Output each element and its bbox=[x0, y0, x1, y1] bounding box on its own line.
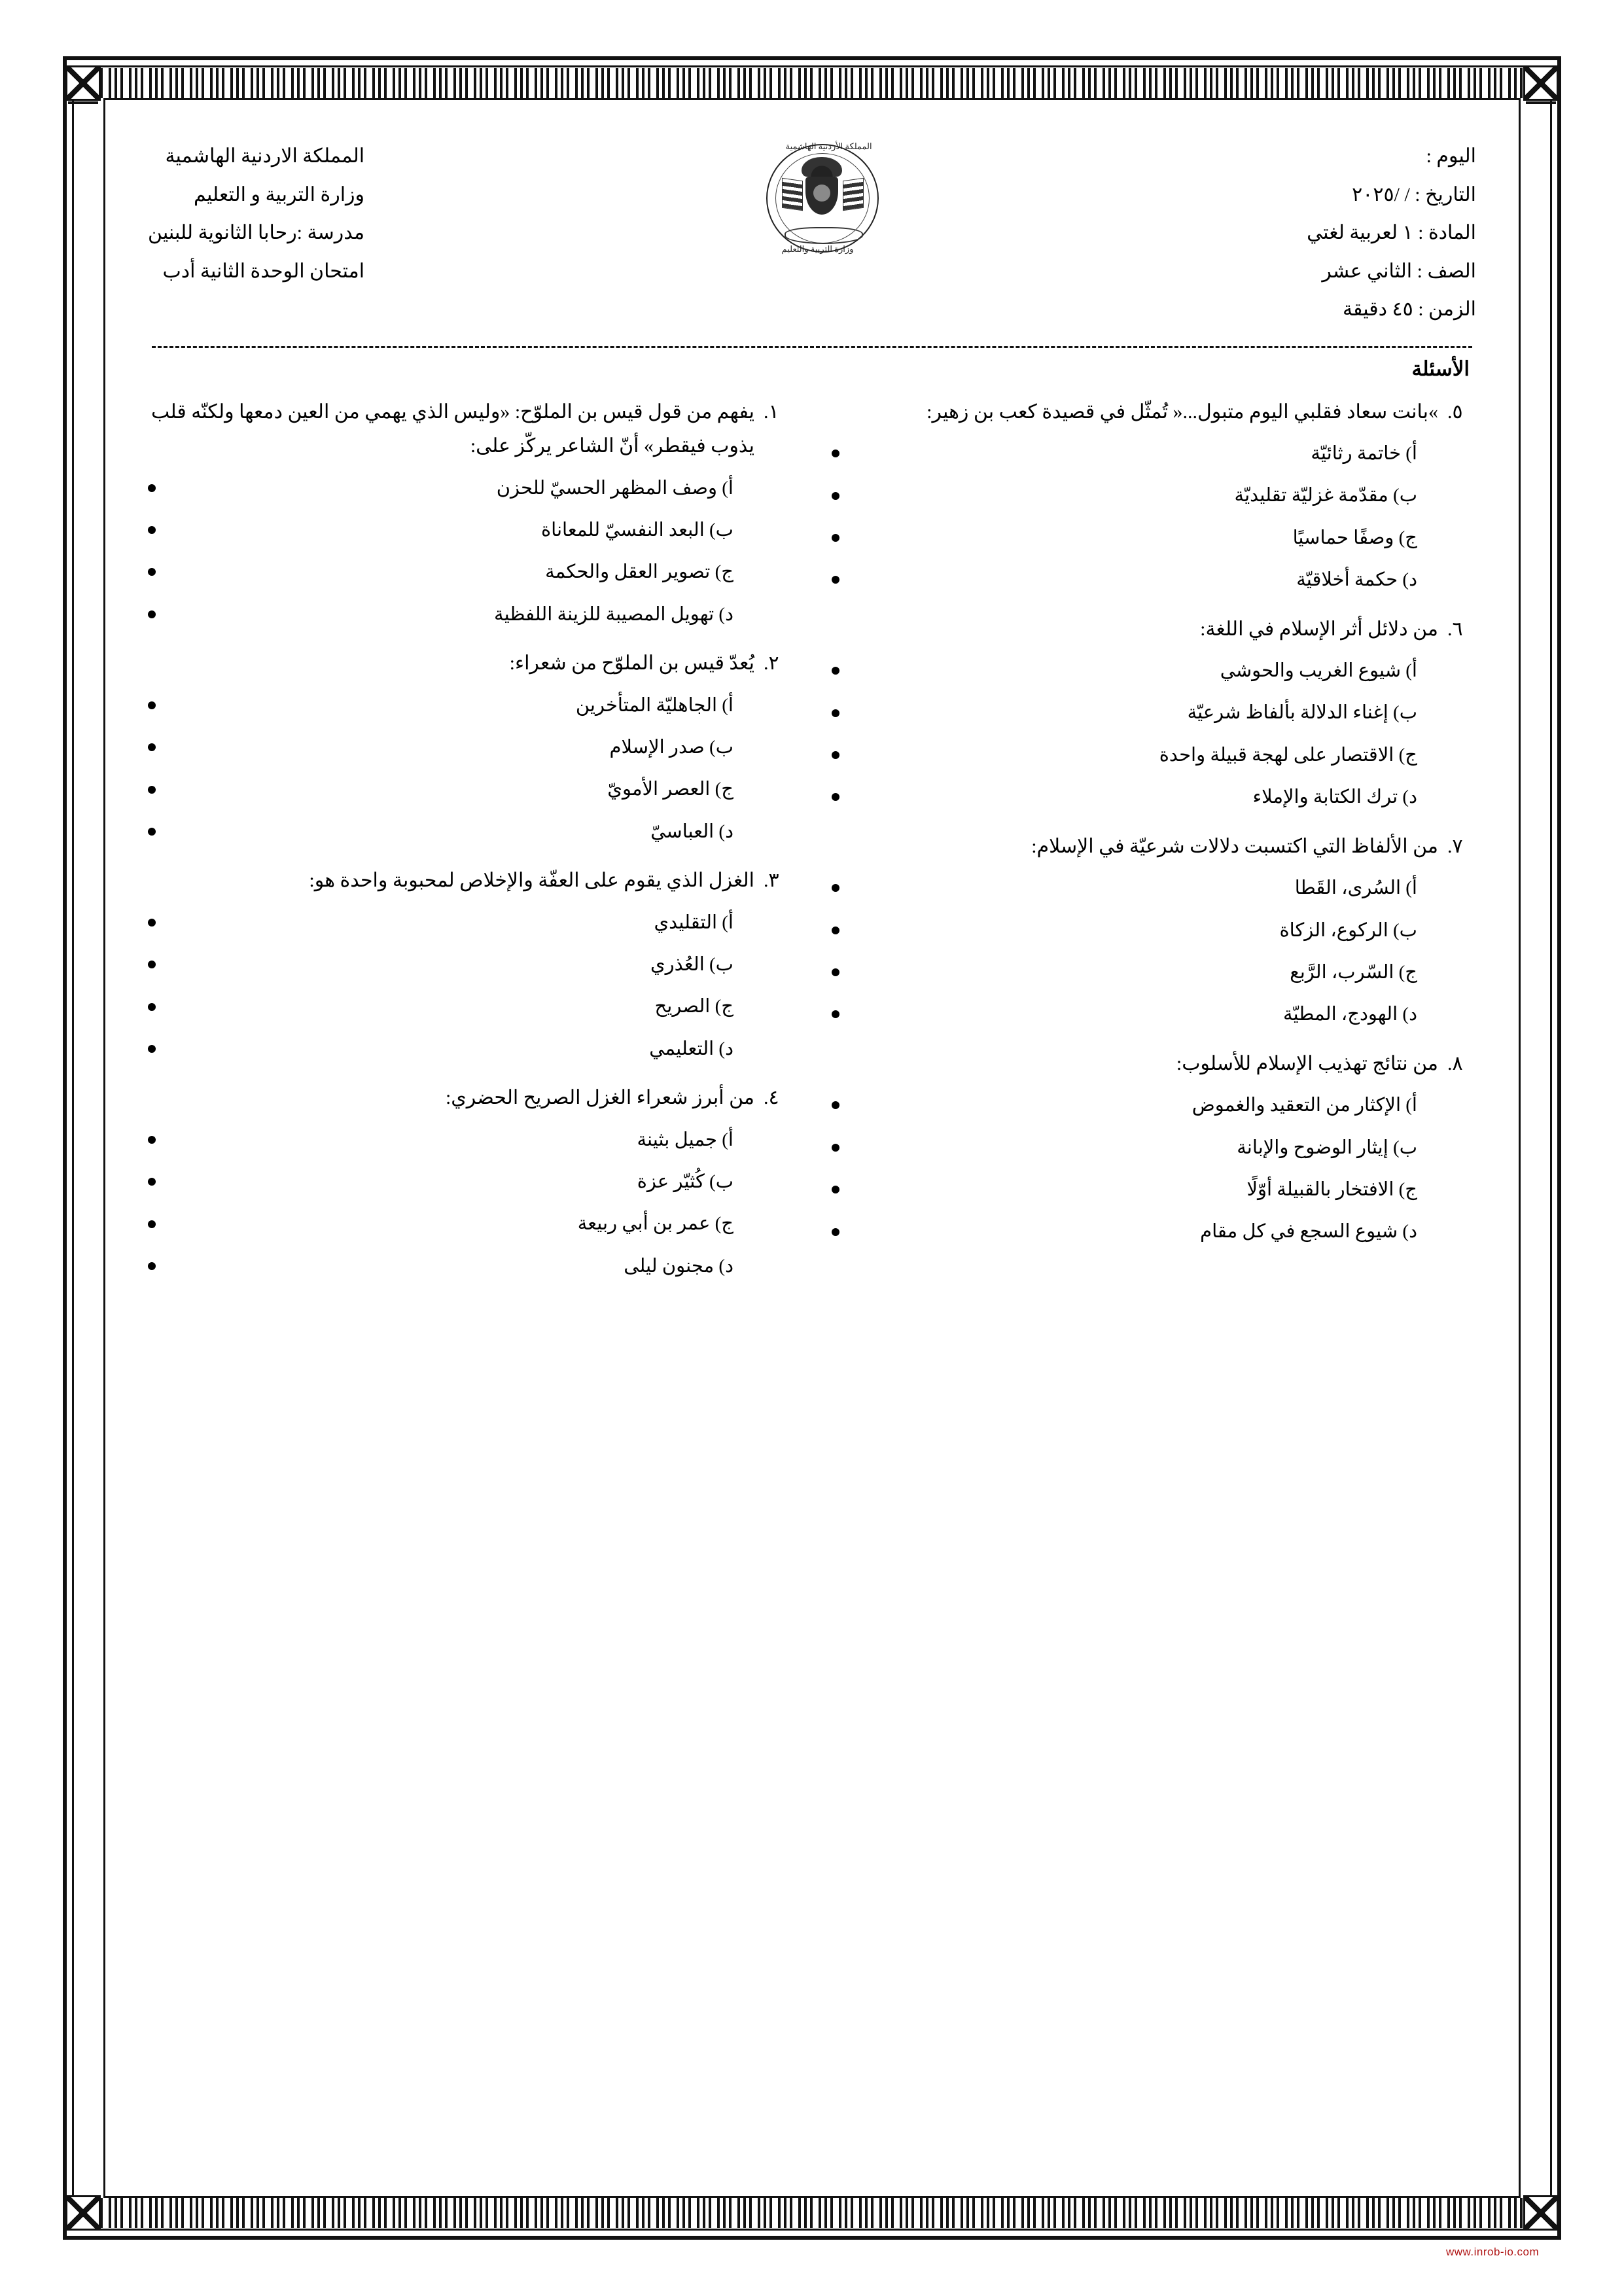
school-name-line: مدرسة :رحابا الثانوية للبنين bbox=[148, 222, 365, 243]
option-item[interactable] bbox=[832, 698, 1417, 728]
question-number: ٦. bbox=[1447, 618, 1463, 640]
kingdom-line: المملكة الاردنية الهاشمية bbox=[165, 145, 365, 167]
ministry-line: وزارة التربية و التعليم bbox=[194, 183, 365, 205]
question-text: الغزل الذي يقوم على العفّة والإخلاص لمحبوبة واحدة هو: bbox=[309, 870, 754, 892]
ornament-corner-top-left bbox=[65, 65, 101, 101]
option-item[interactable] bbox=[148, 1167, 733, 1197]
option-item[interactable] bbox=[832, 480, 1417, 510]
option-label: ب) الركوع، الزكاة bbox=[1279, 919, 1417, 941]
option-item[interactable] bbox=[832, 999, 1417, 1029]
question-number: ٧. bbox=[1447, 835, 1463, 857]
emblem-bottom-text: وزارة التربية والتعليم bbox=[781, 244, 854, 254]
option-item[interactable] bbox=[148, 949, 733, 980]
jordan-emblem-icon bbox=[762, 140, 883, 255]
option-label: د) العباسيّ bbox=[650, 821, 733, 842]
bullet-icon bbox=[832, 793, 839, 801]
question-number: ٥. bbox=[1447, 400, 1463, 423]
bullet-icon bbox=[832, 667, 839, 675]
option-label: ج) الصريح bbox=[654, 996, 733, 1017]
option-label: ب) العُذري bbox=[650, 954, 733, 976]
bullet-icon bbox=[148, 484, 156, 492]
question-item bbox=[148, 864, 792, 1064]
bullet-icon bbox=[832, 1186, 839, 1193]
option-list bbox=[148, 473, 733, 630]
option-label: د) التعليمي bbox=[649, 1038, 733, 1059]
option-item[interactable] bbox=[832, 1133, 1417, 1163]
question-text: يفهم من قول قيس بن الملوّح: «وليس الذي يهمي من العين دمعها ولكنّه قلب يذوب فيقطر» أنّ الشاعر يركّز على: bbox=[151, 400, 754, 457]
bullet-icon bbox=[148, 828, 156, 836]
question-text: من أبرز شعراء الغزل الصريح الحضري: bbox=[445, 1087, 754, 1109]
option-item[interactable] bbox=[832, 565, 1417, 595]
question-number: ٣. bbox=[764, 870, 779, 892]
option-label: ب) مقدّمة غزليّة تقليديّة bbox=[1234, 485, 1417, 506]
option-label: أ) جميل بثينة bbox=[637, 1129, 733, 1150]
option-item[interactable] bbox=[148, 774, 733, 804]
option-item[interactable] bbox=[832, 957, 1417, 987]
ornament-corner-top-right bbox=[1523, 65, 1559, 101]
question-item bbox=[148, 646, 792, 847]
question-number: ٨. bbox=[1447, 1052, 1463, 1074]
option-item[interactable] bbox=[832, 782, 1417, 812]
meta-subject: المادة : ١ لعربية لغتي bbox=[1307, 222, 1476, 243]
option-item[interactable] bbox=[148, 1034, 733, 1064]
bullet-icon bbox=[148, 610, 156, 618]
option-label: ج) عمر بن أبي ربيعة bbox=[577, 1213, 733, 1235]
bullet-icon bbox=[832, 751, 839, 759]
bullet-icon bbox=[148, 743, 156, 751]
questions-column-right bbox=[148, 395, 792, 1299]
bullet-icon bbox=[832, 450, 839, 457]
emblem-container bbox=[754, 135, 891, 255]
question-item bbox=[832, 612, 1476, 813]
option-list bbox=[832, 656, 1417, 813]
meta-day: اليوم : bbox=[1426, 145, 1476, 167]
option-item[interactable] bbox=[148, 1251, 733, 1281]
option-label: أ) الجاهليّة المتأخرين bbox=[575, 694, 733, 716]
option-item[interactable] bbox=[148, 1209, 733, 1239]
exam-title-line: امتحان الوحدة الثانية أدب bbox=[162, 260, 365, 282]
option-label: ج) الافتخار بالقبيلة أوّلًا bbox=[1246, 1178, 1417, 1200]
bullet-icon bbox=[832, 1228, 839, 1236]
option-list bbox=[148, 690, 733, 847]
option-item[interactable] bbox=[148, 991, 733, 1021]
question-item bbox=[832, 830, 1476, 1030]
document-content bbox=[124, 119, 1500, 2177]
school-info-block bbox=[148, 135, 364, 291]
questions-column-left bbox=[832, 395, 1476, 1264]
meta-date: التاريخ : / /٢٠٢٥ bbox=[1352, 183, 1476, 205]
question-item bbox=[832, 1047, 1476, 1247]
bullet-icon bbox=[832, 709, 839, 717]
question-item bbox=[148, 395, 792, 630]
bullet-icon bbox=[148, 568, 156, 576]
option-item[interactable] bbox=[832, 1090, 1417, 1120]
option-label: أ) شيوع الغريب والحوشي bbox=[1220, 660, 1417, 682]
option-label: ب) كُثيّر عزة bbox=[637, 1171, 733, 1193]
meta-grade: الصف : الثاني عشر bbox=[1322, 260, 1476, 282]
bullet-icon bbox=[832, 534, 839, 542]
option-item[interactable] bbox=[148, 515, 733, 545]
question-text: من الألفاظ التي اكتسبت دلالات شرعيّة في الإسلام: bbox=[1031, 835, 1438, 857]
bullet-icon bbox=[832, 1101, 839, 1109]
option-label: د) مجنون ليلى bbox=[624, 1255, 733, 1277]
option-item[interactable] bbox=[832, 740, 1417, 770]
question-text: من دلائل أثر الإسلام في اللغة: bbox=[1200, 618, 1438, 640]
option-item[interactable] bbox=[832, 873, 1417, 903]
option-item[interactable] bbox=[832, 915, 1417, 945]
ornament-corner-bottom-left bbox=[65, 2195, 101, 2231]
option-item[interactable] bbox=[148, 557, 733, 587]
option-label: ج) تصوير العقل والحكمة bbox=[545, 561, 733, 583]
option-list bbox=[832, 1090, 1417, 1247]
option-label: ج) وصفًا حماسيًا bbox=[1292, 527, 1417, 548]
option-label: ب) صدر الإسلام bbox=[609, 736, 733, 758]
question-item bbox=[148, 1081, 792, 1281]
option-list bbox=[148, 908, 733, 1065]
question-item bbox=[832, 395, 1476, 595]
exam-meta-block bbox=[1280, 135, 1476, 329]
option-label: ب) إيثار الوضوح والإبانة bbox=[1237, 1137, 1417, 1158]
document-header bbox=[148, 135, 1476, 329]
watermark: www.inrob-io.com bbox=[1446, 2246, 1540, 2258]
bullet-icon bbox=[832, 927, 839, 934]
bullet-icon bbox=[148, 1045, 156, 1053]
option-item[interactable] bbox=[832, 523, 1417, 553]
option-item[interactable] bbox=[832, 1216, 1417, 1246]
bullet-icon bbox=[832, 1010, 839, 1018]
bullet-icon bbox=[148, 961, 156, 968]
option-item[interactable] bbox=[148, 908, 733, 938]
bullet-icon bbox=[148, 1178, 156, 1186]
emblem-top-text: المملكة الأردنية الهاشمية bbox=[785, 141, 872, 151]
option-label: ب) البعد النفسيّ للمعاناة bbox=[540, 519, 733, 540]
bullet-icon bbox=[148, 1136, 156, 1144]
bullet-icon bbox=[832, 576, 839, 584]
option-label: ب) إغناء الدلالة بألفاظ شرعيّة bbox=[1187, 702, 1417, 724]
option-label: أ) السُرى، القَطا bbox=[1294, 877, 1417, 899]
bullet-icon bbox=[148, 1003, 156, 1011]
option-item[interactable] bbox=[832, 1174, 1417, 1205]
option-item[interactable] bbox=[148, 817, 733, 847]
option-item[interactable] bbox=[148, 690, 733, 720]
question-text: يُعدّ قيس بن الملوّح من شعراء: bbox=[509, 652, 754, 675]
option-item[interactable] bbox=[148, 732, 733, 762]
question-text: من نتائج تهذيب الإسلام للأسلوب: bbox=[1176, 1052, 1438, 1074]
option-item[interactable] bbox=[832, 438, 1417, 468]
option-label: ج) العصر الأمويّ bbox=[607, 779, 733, 800]
option-item[interactable] bbox=[148, 599, 733, 629]
bullet-icon bbox=[148, 1220, 156, 1228]
option-label: د) الهودج، المطيّة bbox=[1282, 1004, 1417, 1025]
option-list bbox=[832, 873, 1417, 1030]
questions-columns bbox=[148, 395, 1476, 1299]
option-item[interactable] bbox=[148, 473, 733, 503]
section-title-questions: الأسئلة bbox=[1411, 357, 1470, 380]
option-label: د) شيوع السجع في كل مقام bbox=[1200, 1221, 1417, 1243]
option-list bbox=[832, 438, 1417, 595]
option-label: د) تهويل المصيبة للزينة اللفظية bbox=[494, 603, 733, 625]
bullet-icon bbox=[832, 968, 839, 976]
meta-duration: الزمن : ٤٥ دقيقة bbox=[1342, 298, 1476, 320]
bullet-icon bbox=[832, 492, 839, 500]
question-number: ٤. bbox=[764, 1087, 779, 1109]
bullet-icon bbox=[148, 786, 156, 794]
option-label: د) ترك الكتابة والإملاء bbox=[1252, 786, 1417, 808]
bullet-icon bbox=[148, 701, 156, 709]
option-label: أ) الإكثار من التعقيد والغموض bbox=[1192, 1095, 1417, 1116]
bullet-icon bbox=[832, 884, 839, 892]
option-item[interactable] bbox=[832, 656, 1417, 686]
question-number: ٢. bbox=[764, 652, 779, 675]
question-text: »بانت سعاد فقلبي اليوم متبول...« تُمثّل في قصيدة كعب بن زهير: bbox=[927, 400, 1438, 423]
bullet-icon bbox=[148, 1262, 156, 1270]
ornament-corner-bottom-right bbox=[1523, 2195, 1559, 2231]
option-label: أ) وصف المظهر الحسيّ للحزن bbox=[496, 477, 733, 499]
option-label: ج) الاقتصار على لهجة قبيلة واحدة bbox=[1159, 744, 1417, 766]
option-label: أ) التقليدي bbox=[654, 911, 733, 933]
bullet-icon bbox=[832, 1144, 839, 1152]
option-label: د) حكمة أخلاقيّة bbox=[1296, 569, 1417, 591]
bullet-icon bbox=[148, 526, 156, 534]
option-list bbox=[148, 1125, 733, 1282]
option-label: ج) السّرب، الرَّبع bbox=[1290, 961, 1417, 983]
question-number: ١. bbox=[764, 400, 779, 423]
option-label: أ) خاتمة رثائيّة bbox=[1311, 443, 1417, 464]
bullet-icon bbox=[148, 919, 156, 927]
header-divider bbox=[152, 346, 1472, 348]
option-item[interactable] bbox=[148, 1125, 733, 1155]
